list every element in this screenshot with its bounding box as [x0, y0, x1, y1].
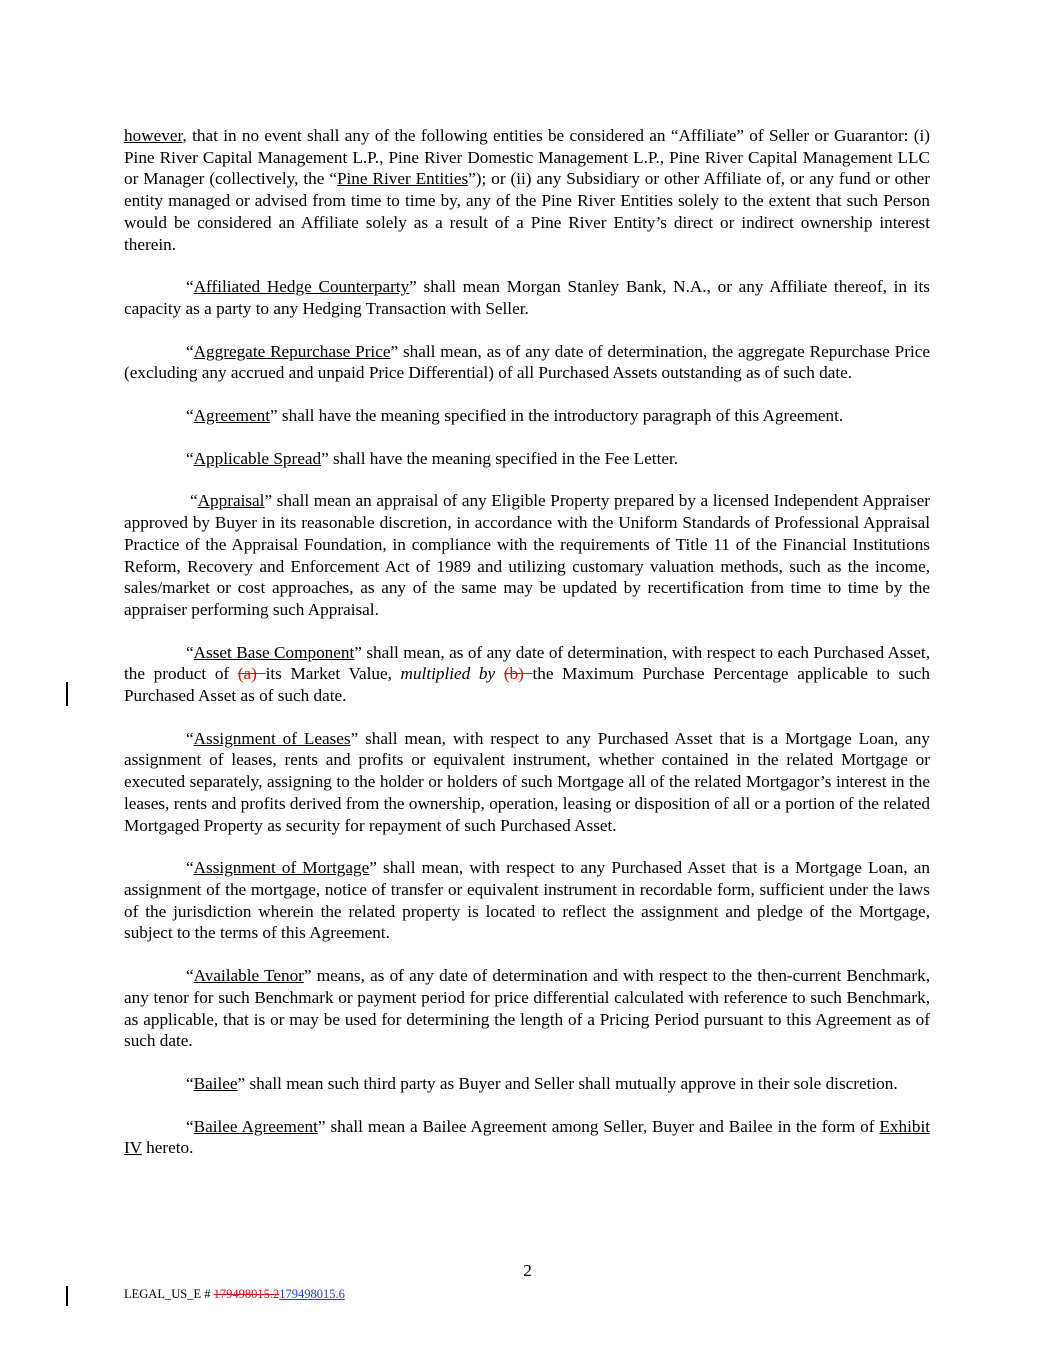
exhibit-link: Exhibit IV: [124, 1116, 930, 1158]
definition-appraisal: “Appraisal” shall mean an appraisal of any Eligible Property prepared by a licensed Independent Appraiser approved by Buyer in its reasonable discretion, in accordance with the Uniform Standards of Professional Appraisal Practice of the Appraisal Foundation, in compliance with the requirements of Title 11 of the Financial Institutions Reform, Recovery and Enforcement Act of 1989 and utilizing customary valuation methods, such as the income, sales/market or cost approaches, as any of the same may be updated by recertification from time to time by the appraiser performing such Appraisal.: [124, 491, 930, 619]
inserted-doc-number: 179498015.6: [279, 1287, 345, 1301]
document-footer: LEGAL_US_E # 179498015.2179498015.6: [124, 1287, 345, 1301]
change-bar: [66, 682, 68, 706]
change-bar: [66, 1286, 68, 1306]
definition-assignment-of-mortgage: “Assignment of Mortgage” shall mean, with respect to any Purchased Asset that is a Mortgage Loan, an assignment of the mortgage, notice of transfer or equivalent instrument in recordable form, sufficient under the laws of the jurisdiction wherein the related property is located to reflect the assignment and pledge of the Mortgage, subject to the terms of this Agreement.: [124, 858, 930, 943]
deleted-text: (a): [237, 664, 266, 684]
definition-available-tenor: “Available Tenor” means, as of any date of determination and with respect to the then-current Benchmark, any tenor for such Benchmark or payment period for price differential calculated with reference to such Benchmark, as applicable, that is or may be used for determining the length of a Pricing Period pursuant to this Agreement as of such date.: [124, 966, 931, 1051]
deleted-text: (b): [503, 664, 533, 684]
page-number: 2: [523, 1261, 532, 1280]
definition-affiliated-hedge-counterparty: “Affiliated Hedge Counterparty” shall mean Morgan Stanley Bank, N.A., or any Affiliate thereof, in its capacity as a party to any Hedging Transaction with Seller.: [124, 277, 930, 318]
definition-assignment-of-leases: “Assignment of Leases” shall mean, with respect to any Purchased Asset that is a Mortgage Loan, any assignment of leases, rents and profits or equivalent instrument, whether contained in the related Mortgage or executed separately, assigning to the holder or holders of such Mortgage all of the related Mortgagor’s interest in the leases, rents and profits derived from the ownership, operation, leasing or disposition of all or a portion of the related Mortgaged Property as security for repayment of such Purchased Asset.: [124, 728, 930, 835]
definition-asset-base-component: “Asset Base Component” shall mean, as of any date of determination, with respect to each Purchased Asset, the product of (a) its Market Value, multiplied by (b) the Maximum Purchase Percentage applicable to such Purchased Asset as of such date.: [124, 642, 931, 706]
definition-agreement: “Agreement” shall have the meaning specified in the introductory paragraph of this Agreement.: [186, 406, 844, 426]
deleted-doc-number: 179498015.2: [213, 1287, 280, 1301]
definition-aggregate-repurchase-price: “Aggregate Repurchase Price” shall mean, as of any date of determination, the aggregate Repurchase Price (excluding any accrued and unpaid Price Differential) of all Purchased Assets outstanding as of such date.: [124, 341, 930, 383]
document-body: [124, 125, 930, 1180]
definition-bailee: “Bailee” shall mean such third party as Buyer and Seller shall mutually approve in their sole discretion.: [186, 1073, 898, 1093]
paragraph-affiliate-continuation: however, that in no event shall any of the following entities be considered an “Affiliate” of Seller or Guarantor: (i) Pine River Capital Management L.P., Pine River Domestic Management L.P., Pine River Capital Management LLC or Manager (collectively, the “Pine River Entities”); or (ii) any Subsidiary or other Affiliate of, or any fund or other entity managed or advised from time to time by, any of the Pine River Entities solely to the extent that such Person would be considered an Affiliate solely as a result of a Pine River Entity’s direct or indirect ownership interest therein.: [124, 126, 930, 254]
definition-applicable-spread: “Applicable Spread” shall have the meaning specified in the Fee Letter.: [186, 448, 679, 468]
definition-bailee-agreement: “Bailee Agreement” shall mean a Bailee Agreement among Seller, Buyer and Bailee in the form of Exhibit IV hereto.: [124, 1116, 930, 1158]
